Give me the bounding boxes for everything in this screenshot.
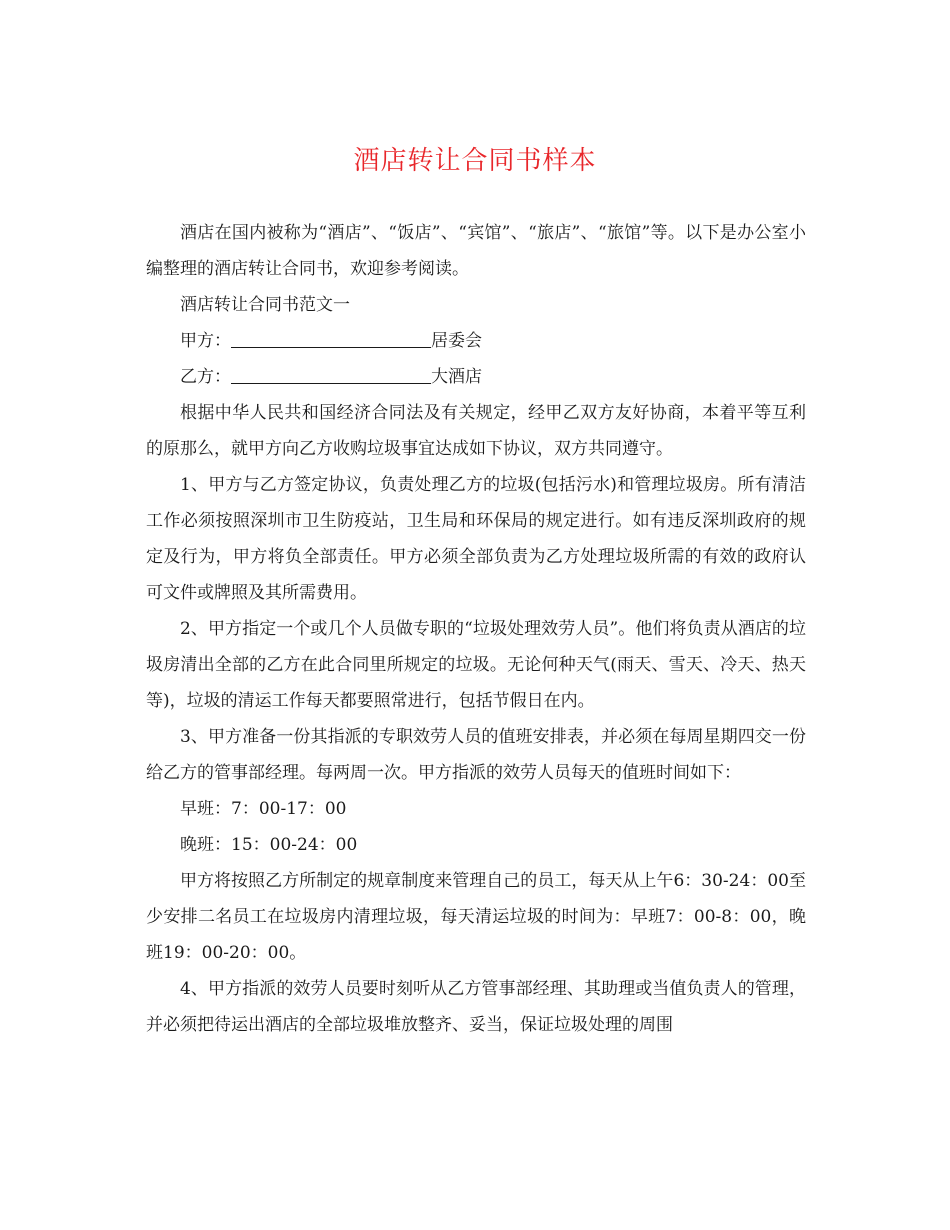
party-a-line [146,323,806,359]
shift-morning: 早班：7：00-17：00 [180,799,347,819]
party-b-label: 乙方： [180,367,231,387]
section-heading: 酒店转让合同书范文一 [180,295,350,315]
party-b-line [146,359,806,395]
clause-4-paragraph: 4、甲方指派的效劳人员要时刻听从乙方管事部经理、其助理或当值负责人的管理，并必须把待运出酒店的全部垃圾堆放整齐、妥当，保证垃圾处理的周围 [146,979,806,1035]
party-a-blank [231,329,431,348]
document-body [146,215,806,1043]
clause-1-paragraph: 1、甲方与乙方签定协议，负责处理乙方的垃圾(包括污水)和管理垃圾房。所有清洁工作必须按照深圳市卫生防疫站，卫生局和环保局的规定进行。如有违反深圳政府的规定及行为，甲方将负全部责任。甲方必须全部负责为乙方处理垃圾所需的有效的政府认可文件或牌照及其所需费用。 [146,475,806,603]
party-a-label: 甲方： [180,331,231,351]
intro-paragraph: 酒店在国内被称为“酒店”、“饭店”、“宾馆”、“旅店”、“旅馆”等。以下是办公室小编整理的酒店转让合同书，欢迎参考阅读。 [146,223,806,279]
shift-evening: 晚班：15：00-24：00 [180,835,358,855]
clause-2-paragraph: 2、甲方指定一个或几个人员做专职的“垃圾处理效劳人员”。他们将负责从酒店的垃圾房清出全部的乙方在此合同里所规定的垃圾。无论何种天气(雨天、雪天、冷天、热天等)，垃圾的清运工作每天都要照常进行，包括节假日在内。 [146,619,806,711]
party-b-blank [231,365,431,384]
clause-3-paragraph: 3、甲方准备一份其指派的专职效劳人员的值班安排表，并必须在每周星期四交一份给乙方的管事部经理。每两周一次。甲方指派的效劳人员每天的值班时间如下： [146,727,806,783]
party-b-name: 大酒店 [431,367,482,387]
preamble-paragraph: 根据中华人民共和国经济合同法及有关规定，经甲乙双方友好协商，本着平等互利的原那么，就甲方向乙方收购垃圾事宜达成如下协议，双方共同遵守。 [146,403,806,459]
document-title: 酒店转让合同书样本 [353,146,597,176]
party-a-name: 居委会 [431,331,482,351]
staffing-paragraph: 甲方将按照乙方所制定的规章制度来管理自己的员工，每天从上午6：30-24：00至少安排二名员工在垃圾房内清理垃圾，每天清运垃圾的时间为：早班7：00-8：00，晚班19：00-20：00。 [146,871,806,963]
